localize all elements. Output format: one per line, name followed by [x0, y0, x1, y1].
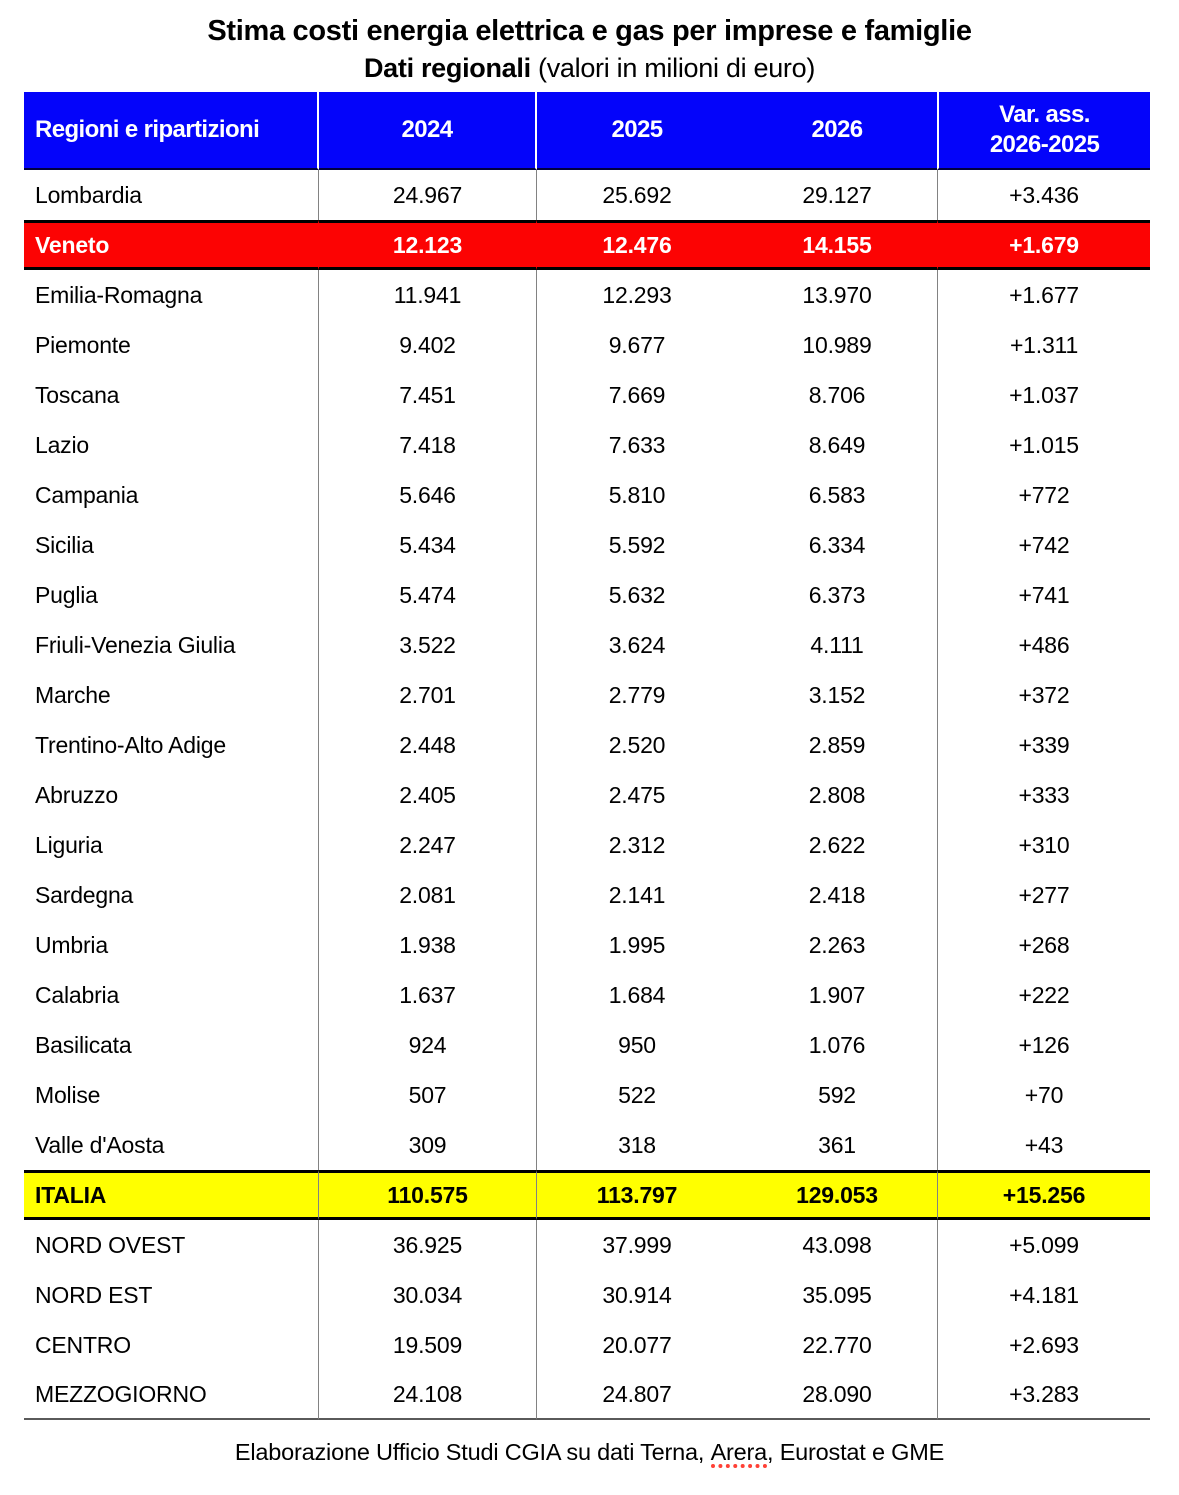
value-cell: 28.090 [737, 1370, 937, 1420]
table-row [24, 870, 1150, 920]
value-cell: 3.152 [737, 670, 937, 720]
region-name: Lombardia [24, 170, 319, 220]
region-name: Friuli-Venezia Giulia [24, 620, 319, 670]
value-cell: 1.684 [537, 970, 737, 1020]
value-cell: 2.475 [537, 770, 737, 820]
column-header-2025: 2025 [537, 92, 737, 170]
value-cell: +3.283 [937, 1370, 1150, 1420]
table-row [24, 370, 1150, 420]
value-cell: 2.312 [537, 820, 737, 870]
value-cell: +277 [937, 870, 1150, 920]
page-title: Stima costi energia elettrica e gas per imprese e famiglie [207, 15, 972, 47]
table-row [24, 270, 1150, 320]
value-cell: 924 [319, 1020, 537, 1070]
value-cell: 129.053 [737, 1170, 937, 1220]
table-row [24, 1270, 1150, 1320]
value-cell: 22.770 [737, 1320, 937, 1370]
source-note [0, 1439, 1179, 1468]
value-cell: 5.434 [319, 520, 537, 570]
region-name: CENTRO [24, 1320, 319, 1370]
table-row [24, 420, 1150, 470]
value-cell: +3.436 [937, 170, 1150, 220]
value-cell: 6.583 [737, 470, 937, 520]
value-cell: 1.907 [737, 970, 937, 1020]
region-name: Liguria [24, 820, 319, 870]
value-cell: 950 [537, 1020, 737, 1070]
value-cell: 12.123 [319, 220, 537, 270]
value-cell: 13.970 [737, 270, 937, 320]
var-ass-line2: 2026-2025 [989, 131, 1100, 158]
value-cell: +1.311 [937, 320, 1150, 370]
source-arera-spellchecked: Arera [711, 1440, 767, 1468]
value-cell: +1.037 [937, 370, 1150, 420]
region-name: Puglia [24, 570, 319, 620]
value-cell: 7.633 [537, 420, 737, 470]
subtitle-bold: Dati regionali [363, 53, 531, 83]
subtitle-note: (valori in milioni di euro) [530, 53, 816, 83]
region-name: Veneto [24, 220, 319, 270]
region-name: Sardegna [24, 870, 319, 920]
value-cell: +310 [937, 820, 1150, 870]
value-cell: +742 [937, 520, 1150, 570]
value-cell: 361 [737, 1120, 937, 1170]
value-cell: +126 [937, 1020, 1150, 1070]
region-name: Calabria [24, 970, 319, 1020]
table-row [24, 970, 1150, 1020]
value-cell: 592 [737, 1070, 937, 1120]
region-name: NORD OVEST [24, 1220, 319, 1270]
value-cell: 24.807 [537, 1370, 737, 1420]
value-cell: 2.448 [319, 720, 537, 770]
value-cell: 2.247 [319, 820, 537, 870]
table-body [24, 170, 1150, 1420]
value-cell: 5.632 [537, 570, 737, 620]
value-cell: 507 [319, 1070, 537, 1120]
region-name: ITALIA [24, 1170, 319, 1220]
value-cell: 9.677 [537, 320, 737, 370]
value-cell: 5.810 [537, 470, 737, 520]
value-cell: 309 [319, 1120, 537, 1170]
value-cell: 5.646 [319, 470, 537, 520]
value-cell: +222 [937, 970, 1150, 1020]
value-cell: 2.520 [537, 720, 737, 770]
value-cell: 12.293 [537, 270, 737, 320]
value-cell: 6.373 [737, 570, 937, 620]
value-cell: 19.509 [319, 1320, 537, 1370]
value-cell: +486 [937, 620, 1150, 670]
value-cell: 113.797 [537, 1170, 737, 1220]
value-cell: 11.941 [319, 270, 537, 320]
value-cell: 2.622 [737, 820, 937, 870]
value-cell: 24.967 [319, 170, 537, 220]
value-cell: +43 [937, 1120, 1150, 1170]
table-row [24, 1070, 1150, 1120]
table-row [24, 670, 1150, 720]
value-cell: +1.015 [937, 420, 1150, 470]
value-cell: 4.111 [737, 620, 937, 670]
value-cell: 8.706 [737, 370, 937, 420]
value-cell: 2.779 [537, 670, 737, 720]
region-name: Campania [24, 470, 319, 520]
value-cell: +70 [937, 1070, 1150, 1120]
table-row [24, 920, 1150, 970]
region-name: Molise [24, 1070, 319, 1120]
value-cell: 24.108 [319, 1370, 537, 1420]
value-cell: 110.575 [319, 1170, 537, 1220]
value-cell: 1.076 [737, 1020, 937, 1070]
value-cell: +15.256 [937, 1170, 1150, 1220]
value-cell: 2.808 [737, 770, 937, 820]
table-row [24, 820, 1150, 870]
table-row [24, 720, 1150, 770]
table-row [24, 170, 1150, 220]
regional-energy-table [24, 92, 1150, 1420]
value-cell: 1.637 [319, 970, 537, 1020]
table-row [24, 1020, 1150, 1070]
value-cell: 2.418 [737, 870, 937, 920]
value-cell: 20.077 [537, 1320, 737, 1370]
value-cell: 25.692 [537, 170, 737, 220]
source-prefix: Elaborazione Ufficio Studi CGIA su dati Terna, [234, 1439, 711, 1465]
value-cell: 14.155 [737, 220, 937, 270]
table-row [24, 470, 1150, 520]
value-cell: 2.405 [319, 770, 537, 820]
value-cell: 1.938 [319, 920, 537, 970]
value-cell: 36.925 [319, 1220, 537, 1270]
column-header-2024: 2024 [319, 92, 537, 170]
value-cell: 2.141 [537, 870, 737, 920]
region-name: Emilia-Romagna [24, 270, 319, 320]
value-cell: 12.476 [537, 220, 737, 270]
value-cell: 37.999 [537, 1220, 737, 1270]
region-name: Umbria [24, 920, 319, 970]
value-cell: 3.624 [537, 620, 737, 670]
header-row [24, 92, 1150, 170]
table-row [24, 1170, 1150, 1220]
value-cell: 2.263 [737, 920, 937, 970]
value-cell: +339 [937, 720, 1150, 770]
value-cell: 2.859 [737, 720, 937, 770]
value-cell: 9.402 [319, 320, 537, 370]
value-cell: +1.677 [937, 270, 1150, 320]
value-cell: 7.669 [537, 370, 737, 420]
source-suffix: , Eurostat e GME [767, 1439, 945, 1465]
region-name: Lazio [24, 420, 319, 470]
value-cell: 2.701 [319, 670, 537, 720]
value-cell: 1.995 [537, 920, 737, 970]
value-cell: +268 [937, 920, 1150, 970]
region-name: Piemonte [24, 320, 319, 370]
var-ass-line1: Var. ass. [999, 101, 1090, 128]
region-name: NORD EST [24, 1270, 319, 1320]
value-cell: 3.522 [319, 620, 537, 670]
table-row [24, 220, 1150, 270]
region-name: MEZZOGIORNO [24, 1370, 319, 1420]
value-cell: +1.679 [937, 220, 1150, 270]
region-name: Sicilia [24, 520, 319, 570]
value-cell: +741 [937, 570, 1150, 620]
title-block [0, 0, 1179, 86]
value-cell: 2.081 [319, 870, 537, 920]
table-header [24, 92, 1150, 170]
value-cell: +5.099 [937, 1220, 1150, 1270]
value-cell: 43.098 [737, 1220, 937, 1270]
region-name: Toscana [24, 370, 319, 420]
table-row [24, 770, 1150, 820]
value-cell: +333 [937, 770, 1150, 820]
value-cell: 35.095 [737, 1270, 937, 1320]
column-header-regioni: Regioni e ripartizioni [24, 92, 319, 170]
value-cell: 29.127 [737, 170, 937, 220]
value-cell: +772 [937, 470, 1150, 520]
value-cell: 7.451 [319, 370, 537, 420]
table-row [24, 1320, 1150, 1370]
value-cell: 7.418 [319, 420, 537, 470]
region-name: Valle d'Aosta [24, 1120, 319, 1170]
value-cell: +4.181 [937, 1270, 1150, 1320]
table-row [24, 320, 1150, 370]
column-header-2026: 2026 [737, 92, 937, 170]
table-row [24, 570, 1150, 620]
value-cell: 30.034 [319, 1270, 537, 1320]
value-cell: 30.914 [537, 1270, 737, 1320]
value-cell: 5.474 [319, 570, 537, 620]
region-name: Basilicata [24, 1020, 319, 1070]
value-cell: 10.989 [737, 320, 937, 370]
table-row [24, 1370, 1150, 1420]
column-header-var-ass [937, 92, 1150, 170]
table-row [24, 620, 1150, 670]
value-cell: 522 [537, 1070, 737, 1120]
region-name: Abruzzo [24, 770, 319, 820]
region-name: Trentino-Alto Adige [24, 720, 319, 770]
value-cell: +2.693 [937, 1320, 1150, 1370]
table-row [24, 1120, 1150, 1170]
page-subtitle [0, 50, 1179, 86]
region-name: Marche [24, 670, 319, 720]
value-cell: 6.334 [737, 520, 937, 570]
value-cell: 5.592 [537, 520, 737, 570]
value-cell: +372 [937, 670, 1150, 720]
value-cell: 8.649 [737, 420, 937, 470]
value-cell: 318 [537, 1120, 737, 1170]
table-row [24, 1220, 1150, 1270]
table-row [24, 520, 1150, 570]
